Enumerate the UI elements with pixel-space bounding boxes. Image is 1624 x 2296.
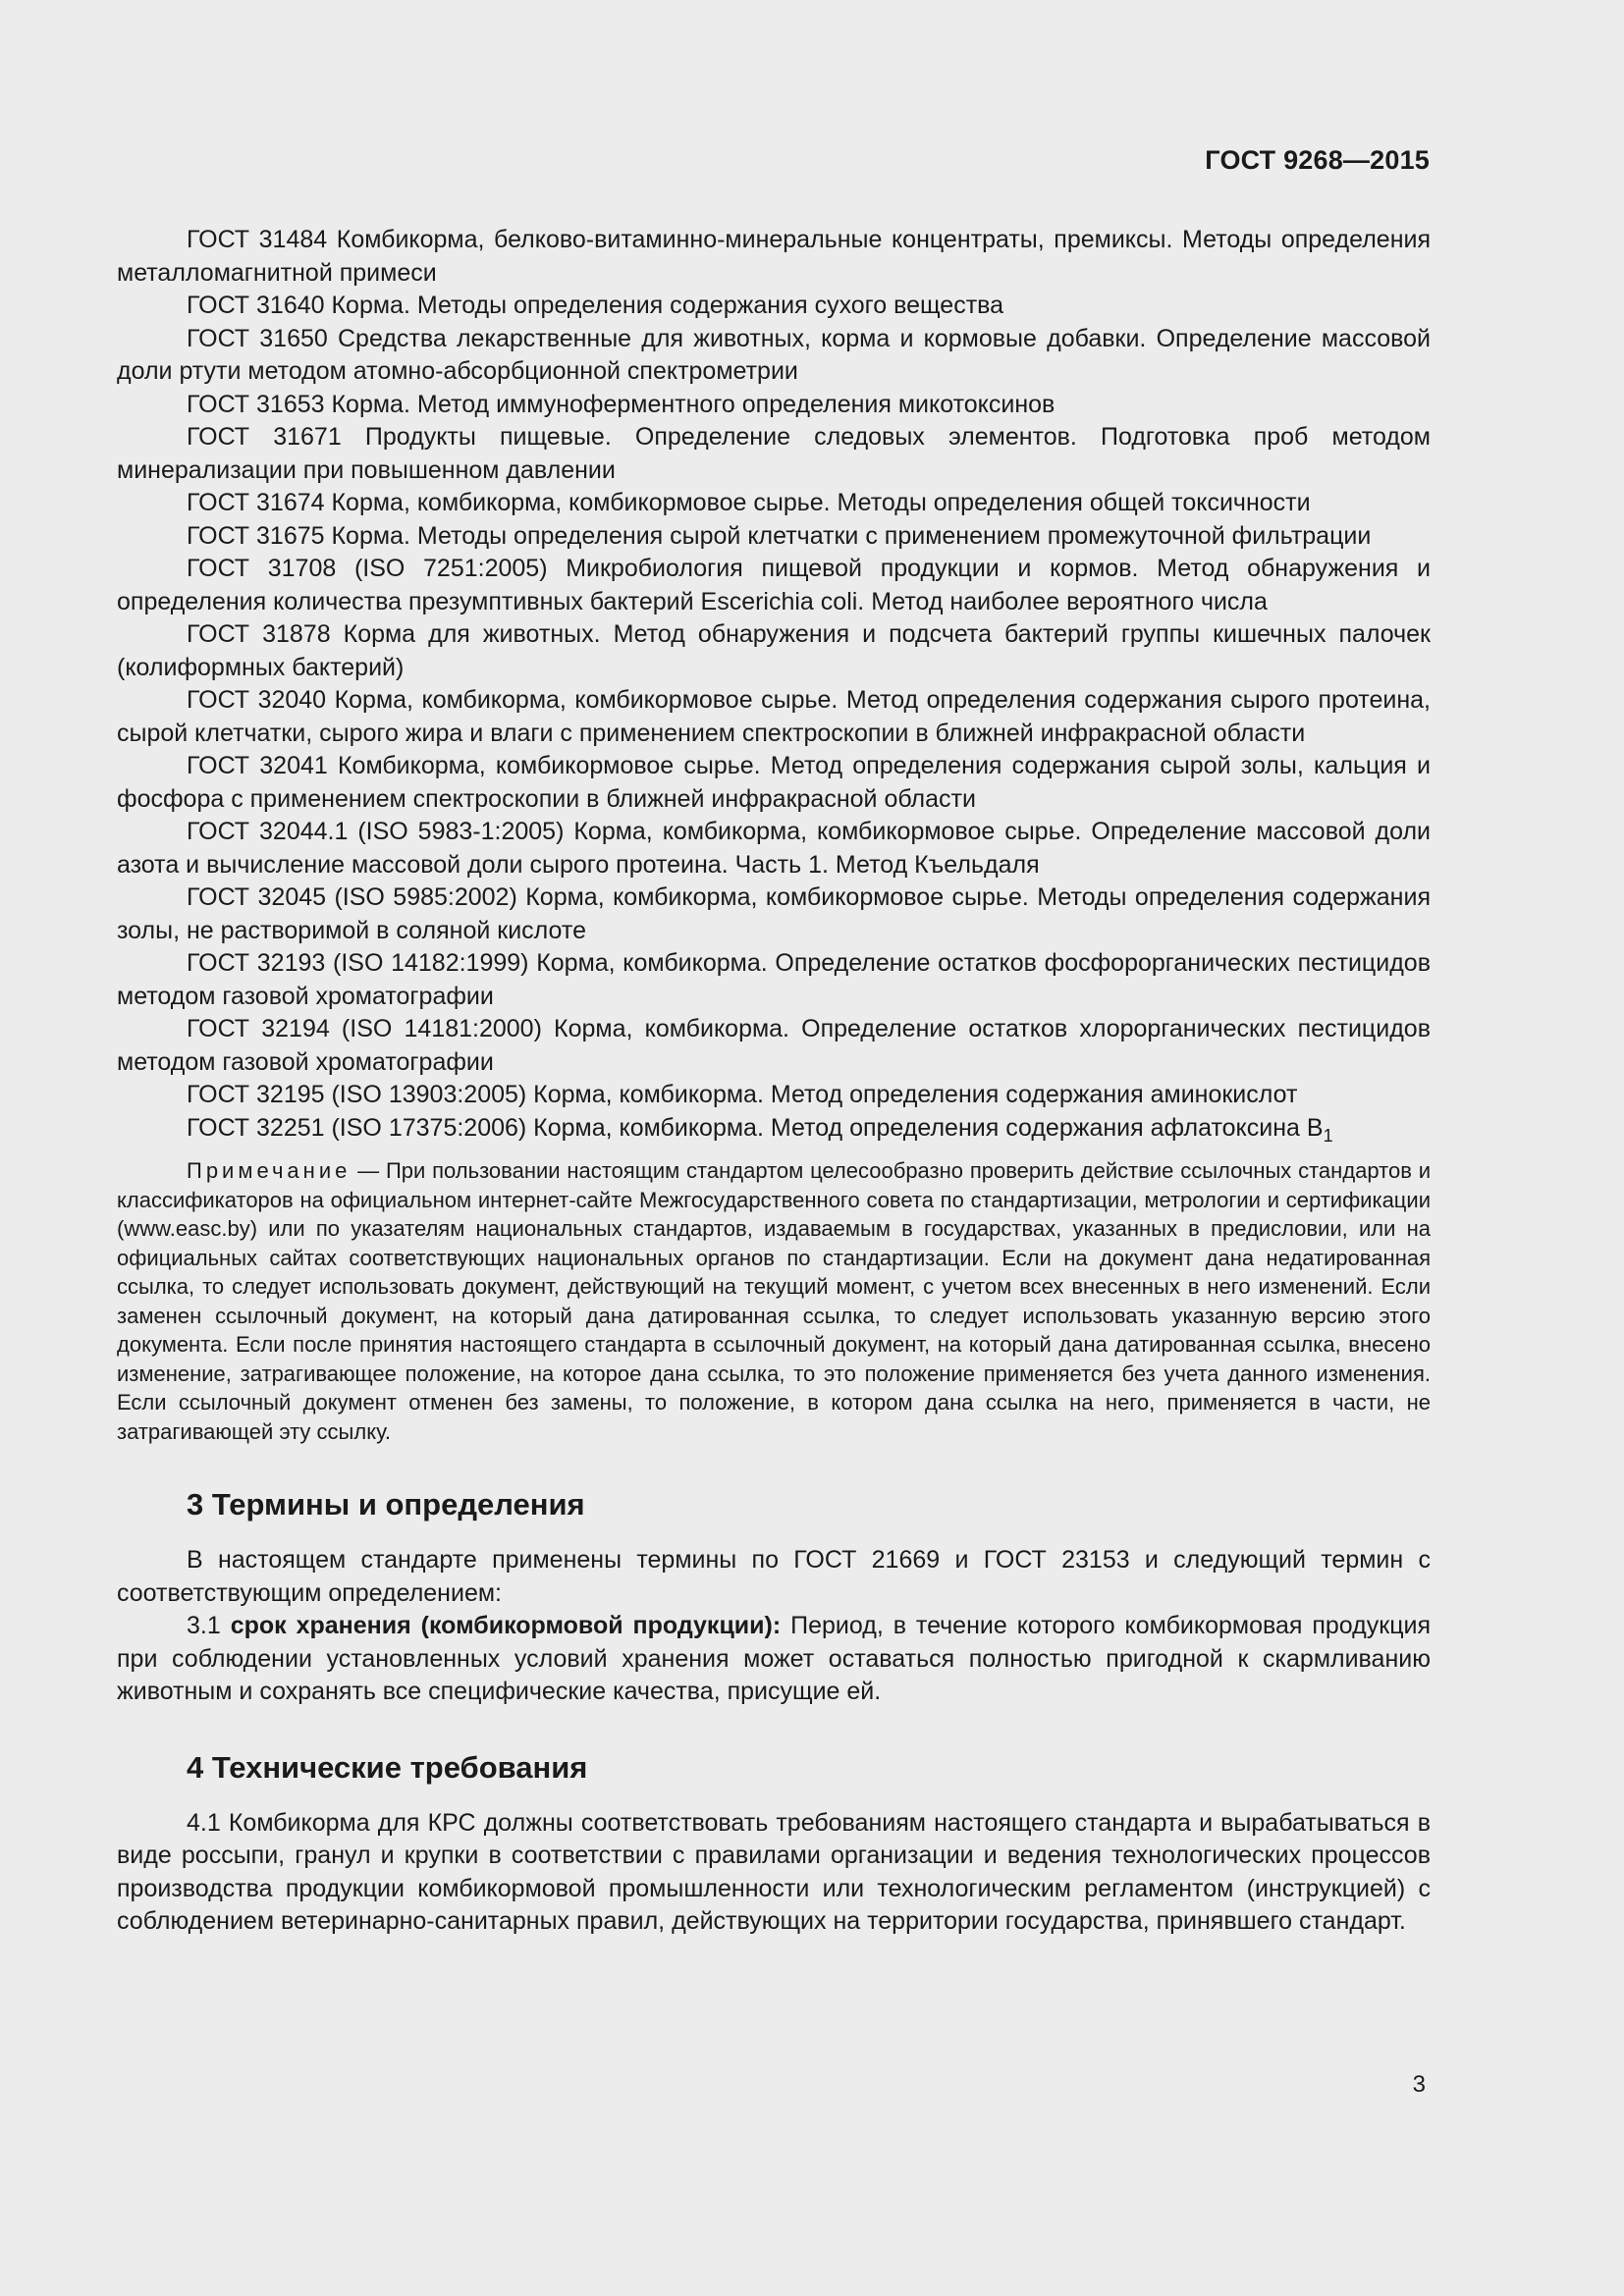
reference-item: ГОСТ 31671 Продукты пищевые. Определение следовых элементов. Подготовка проб методом минерализации при повышенном давлении xyxy=(117,423,1431,484)
reference-item: ГОСТ 31675 Корма. Методы определения сырой клетчатки с применением промежуточной фильтрации xyxy=(187,521,1372,550)
reference-item: ГОСТ 31708 (ISO 7251:2005) Микробиология пищевой продукции и кормов. Метод обнаружения и определения количества презумптивных бактерий Escerichia coli. Метод наиболее вероятного числа xyxy=(117,555,1431,615)
term-definition-text: Период, в течение которого комбикормовая продукция при соблюдении установленных условий хранения может оставаться полностью пригодной к скармливанию животным и сохранять все специфические качества, присущие ей. xyxy=(117,1612,1432,1705)
section-4-paragraph: 4.1 Комбикорма для КРС должны соответствовать требованиям настоящего стандарта и вырабатываться в виде россыпи, гранул и крупки в соответствии с правилами организации и ведения технологических процессов производства продукции комбикормовой промышленности или технологическим регламентом (инструкцией) с соблюдением ветеринарно-санитарных правил, действующих на территории государства, принявшего стандарт. xyxy=(117,1808,1431,1935)
section-3-intro: В настоящем стандарте применены термины по ГОСТ 21669 и ГОСТ 23153 и следующий термин с соответствующим определением: xyxy=(117,1546,1431,1607)
note-text: — При пользовании настоящим стандартом целесообразно проверить действие ссылочных стандартов и классификаторов на официальном интернет-сайте Межгосударственного совета по стандартизации, метрологии и сертификации (www.easc.by) или по указателям национальных стандартов, издаваемым в государствах, указанных в предисловии, или на официальных сайтах соответствующих национальных органов по стандартизации. Если на документ дана недатированная ссылка, то следует использовать документ, действующий на текущий момент, с учетом всех внесенных в него изменений. Если заменен ссылочный документ, на который дана датированная ссылка, то следует использовать указанную версию этого документа. Если после принятия настоящего стандарта в ссылочный документ, на который дана датированная ссылка, внесено изменение, затрагивающее положение, на которое дана ссылка, то это положение применяется без учета данного изменения. Если ссылочный документ отменен без замены, то положение, в котором дана ссылка на него, применяется в части, не затрагивающей эту ссылку. xyxy=(117,1158,1431,1444)
term-name: срок хранения (комбикормовой продукции): xyxy=(230,1612,782,1639)
reference-item: ГОСТ 31484 Комбикорма, белково-витаминно-минеральные концентраты, премиксы. Методы определения металломагнитной примеси xyxy=(117,226,1431,287)
reference-item: ГОСТ 32044.1 (ISO 5983-1:2005) Корма, комбикорма, комбикормовое сырье. Определение массовой доли азота и вычисление массовой доли сырого протеина. Часть 1. Метод Къельдаля xyxy=(117,818,1431,879)
reference-item: ГОСТ 32040 Корма, комбикорма, комбикормовое сырье. Метод определения содержания сырого протеина, сырой клетчатки, сырого жира и влаги с применением спектроскопии в ближней инфракрасной области xyxy=(117,686,1431,747)
reference-item: ГОСТ 31878 Корма для животных. Метод обнаружения и подсчета бактерий группы кишечных палочек (колиформных бактерий) xyxy=(117,620,1431,681)
section-4-title: 4 Технические требования xyxy=(187,1749,588,1785)
term-definition xyxy=(117,1610,1431,1709)
reference-item: ГОСТ 32195 (ISO 13903:2005) Корма, комбикорма. Метод определения содержания аминокислот xyxy=(187,1081,1298,1108)
reference-item: ГОСТ 32041 Комбикорма, комбикормовое сырье. Метод определения содержания сырой золы, кальция и фосфора с применением спектроскопии в ближней инфракрасной области xyxy=(117,752,1431,813)
reference-item: ГОСТ 31650 Средства лекарственные для животных, корма и кормовые добавки. Определение массовой доли ртути методом атомно-абсорбционной спектрометрии xyxy=(117,324,1431,385)
section-3-title: 3 Термины и определения xyxy=(187,1487,585,1522)
reference-text: ГОСТ 32251 (ISO 17375:2006) Корма, комбикорма. Метод определения содержания афлатоксина B xyxy=(187,1113,1324,1142)
reference-item: ГОСТ 31640 Корма. Методы определения содержания сухого вещества xyxy=(187,292,1004,319)
reference-item: ГОСТ 31653 Корма. Метод иммуноферментного определения микотоксинов xyxy=(187,390,1056,418)
reference-item-last xyxy=(117,1112,1431,1146)
reference-item: ГОСТ 31674 Корма, комбикорма, комбикормовое сырье. Методы определения общей токсичности xyxy=(187,489,1311,516)
page-number: 3 xyxy=(1412,2071,1426,2098)
page-content xyxy=(117,224,1431,1939)
reference-subscript: 1 xyxy=(1323,1125,1333,1146)
reference-item: ГОСТ 32194 (ISO 14181:2000) Корма, комбикорма. Определение остатков хлорорганических пестицидов методом газовой хроматографии xyxy=(117,1015,1431,1076)
reference-item: ГОСТ 32045 (ISO 5985:2002) Корма, комбикорма, комбикормовое сырье. Методы определения содержания золы, не растворимой в соляной кислоте xyxy=(117,883,1431,944)
reference-list xyxy=(117,224,1431,1145)
note-paragraph xyxy=(117,1156,1431,1446)
reference-item: ГОСТ 32193 (ISO 14182:1999) Корма, комбикорма. Определение остатков фосфорорганических пестицидов методом газовой хроматографии xyxy=(117,949,1431,1010)
note-label: Примечание xyxy=(187,1158,352,1183)
term-number: 3.1 xyxy=(187,1612,231,1639)
standard-code: ГОСТ 9268—2015 xyxy=(1205,145,1430,175)
